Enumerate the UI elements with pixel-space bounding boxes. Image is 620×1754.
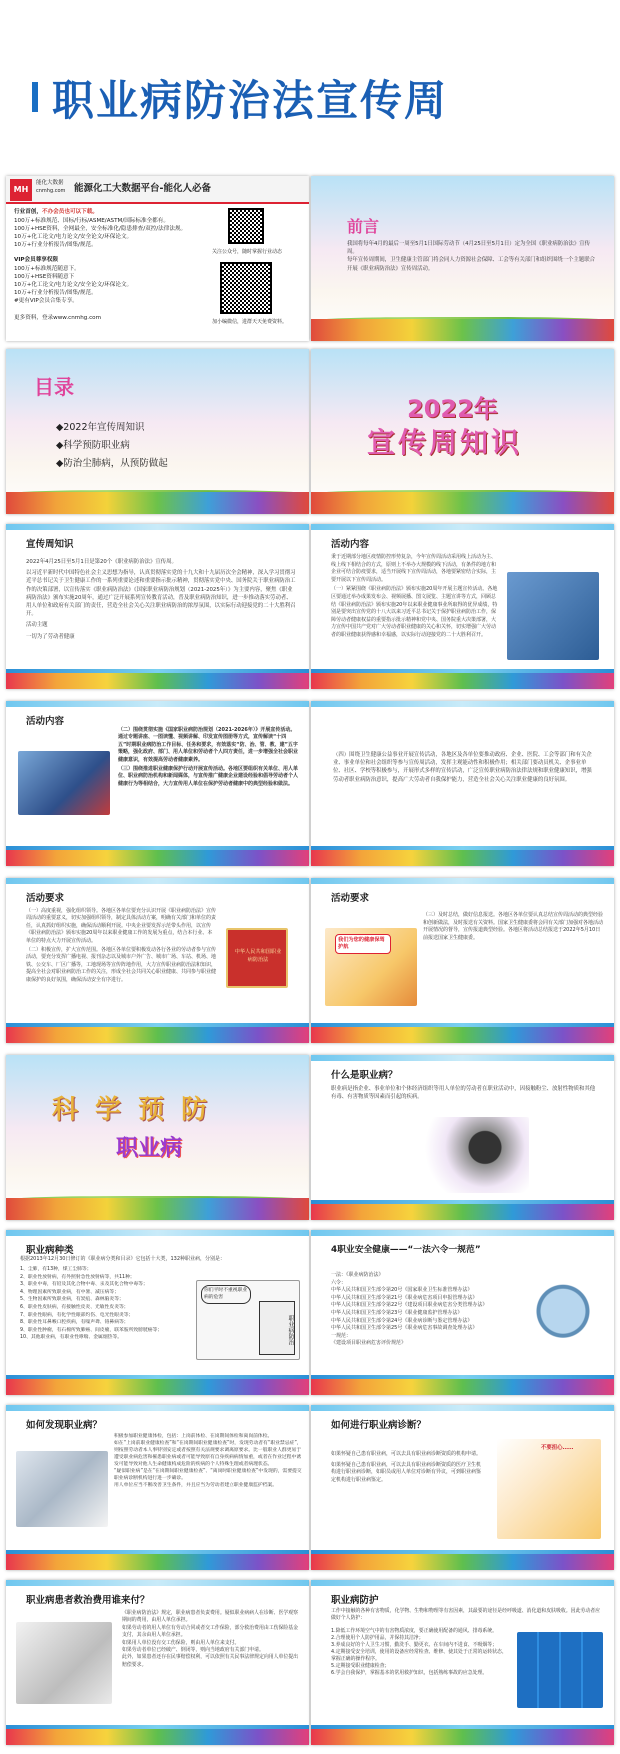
toc-item[interactable]: ◆科学预防职业病 bbox=[56, 440, 130, 451]
slide-cover-week bbox=[311, 349, 614, 514]
slide-week-knowledge bbox=[6, 524, 309, 689]
protection-list bbox=[331, 1628, 511, 1677]
slide-categories bbox=[6, 1230, 309, 1395]
slide-cover-prevent bbox=[6, 1055, 309, 1220]
ad-block2-title: VIP会员尊享权限 bbox=[14, 257, 59, 263]
slide-ad bbox=[6, 176, 309, 341]
list-item: 9、职业性肿瘤，有石棉所致肺癌、间皮瘤，联苯胺所致膀胱癌等； bbox=[20, 1327, 163, 1333]
cover-week-line1: 2022年 bbox=[407, 395, 498, 423]
ppe-signs-grid bbox=[517, 1632, 603, 1708]
category-list bbox=[20, 1266, 190, 1342]
slide-title: 如何发现职业病？ bbox=[26, 1420, 103, 1431]
list-item: 10、其他职业病，有职业性哮喘、金属烟热等。 bbox=[20, 1335, 123, 1341]
list-item: 3、职业中毒，有铅及其化合物中毒、汞及其化合物中毒等； bbox=[20, 1282, 148, 1288]
brand-name: 能化大数据 bbox=[36, 180, 64, 186]
slide-body: （一）高度重视，强化组织领导。各地区各单位要充分认识开展《职业病防治法》宣传周活动的重要意义，切实加强组织领导，制定具体活动方案，明确有关部门和单位的责任，认真抓好组织实施，确保活动顺利开展。中央企业要发挥示范带头作用，以宣传《职业病防治法》颁布实施20周年以来职业健康工作的发展为重点，结合本行业、本单位的特点大力开展宣传活动。 （二）积极宣传，扩大宣传范围。各地区各单位要积极发动各行各业的劳动者参与宣传活动，要充分发挥广播电视、报刊杂志以及城市户外广告、城市广场、车站、机场、地铁、公交车、厂区广播等，工地现场等宣传阵地作用，大力宣传职业病防治法和知识，提高全社会对职业病防治工作的关注，形成全社会共同关心职业健康、共同参与职业健康保护的良好氛围，确保活动安全有序进行。 bbox=[26, 908, 217, 983]
list-item: 6、职业性皮肤病，有接触性皮炎、光敏性皮炎等； bbox=[20, 1304, 129, 1310]
cover-prevent-line1: 科 学 预 防 bbox=[52, 1095, 212, 1125]
speech-bubble: 你们平时不重视职业病的危害 bbox=[201, 1285, 251, 1304]
slide-activities-1 bbox=[311, 524, 614, 689]
slide-body: 秉于近期部分地区疫情防控形势复杂，今年宣传周活动采用线上活动为主、线上线下相结合的方式，原则上不举办大规模的线下活动，有条件的地方和企业可结合防疫要求，适当开展线下宣传周活动，各地要紧密结合实际，主要开展以下宣传周活动。 （一）紧紧围绕《职业病防治法》颁布实施20周年开展主题宣传活动。各地区要通过举办成果发布会、视频展播、图文展览、主题宣讲等方式，回顾总结《职业病防治法》颁布实施20年以来职业健康事业所取得的优异成绩，特别是要突出宣传党的十八大以来习近平总书记关于保护职业病防治工作，保障劳动者健康权益的重要指示批示精神和党中央、国务院重大决策部署，大力宣传中国共产党对广大劳动者职业健康的关心和关怀，切实增强广大劳动者的职业健康获得感和幸福感，以实际行动迎接党的二十大胜利召开。 bbox=[331, 554, 498, 638]
list-item: 6.学会自我保护，掌握基本的常用救护知识，包括熟练事故的应急处理。 bbox=[331, 1670, 488, 1676]
list-item: 3.养成良好的个人卫生习惯，勤洗手、勤更衣、在车间内不进食、不吸烟等； bbox=[331, 1642, 498, 1648]
activity-photo bbox=[18, 751, 110, 815]
brand-logo: MH bbox=[10, 179, 32, 201]
cover-week-line2: 宣传周知识 bbox=[367, 426, 523, 459]
slide-body: （四）围绕卫生健康公益事业开展宣传活动，各地区及各单位要推动政府、企业、医院、工会等部门和有关企业、事业单位和社会组织等参与宣传周活动，发挥主观能动性和积极作用；相关部门要动员机关、企事业单位、社区、学校等积极参与，开展形式多样的宣传活动，广泛宣传职业病防治法律法规和职业健康知识，增强劳动者职业病防治意识，提高广大劳动者自我保护能力，营造全社会关心关注职业健康的良好氛围。 bbox=[333, 752, 592, 783]
brand-site: cnmhg.com bbox=[36, 188, 66, 194]
slide-title: 活动内容 bbox=[331, 539, 370, 550]
list-item: 4.定期接受安全培训，使用的设备应经常检查、维修、使其处于正常的运转状态，掌握正确的操作程序。 bbox=[331, 1649, 507, 1662]
cartoon-illustration bbox=[196, 1280, 300, 1360]
slide-intro: 工作中接触的各种有害物质，化学物、生物和物理等有害因素，其最要的途径是经呼吸道、消化道和皮肤吸收。因此劳动者应做好个人防护： bbox=[331, 1608, 600, 1621]
page-title: 职业病防治法宣传周 bbox=[52, 76, 449, 125]
slide-what-is bbox=[311, 1055, 614, 1220]
slide-title: 宣传周知识 bbox=[26, 539, 74, 550]
ad-topbar bbox=[6, 176, 309, 204]
slide-toc bbox=[6, 349, 309, 514]
slide-requirements-2 bbox=[311, 878, 614, 1043]
list-item: 4、物理因素所致职业病，有中暑、减压病等； bbox=[20, 1289, 119, 1295]
slide-regulations bbox=[311, 1230, 614, 1395]
slide-title: 活动要求 bbox=[26, 893, 65, 904]
slide-body: 积极参加职业健康体检，包括：上岗前体检、在岗期间体检和离岗前体检。 如在“上岗前职业健康检查”和“在岗期间职业健康检查”时，发现劳动者有“职业禁忌症”，则按照劳动者本人事特别安定或者按照有关法规要求调离原要求。比一般职业人群更易于遭受职业病危害和罹患职业病或者可能导致原有自身疾病病情加重，或者在作业过程中诱发可能导致对他人生命健康构成危险的疾病的个人特殊生理或者病理状态。 “疑似职业病”是在“在岗期间职业健康检查”、“离岗时职业健康检查”中发现的，需要提交职业病诊断机构进行进一步确诊。 用人单位应当不断改善卫生条件，并且应当为劳动者建立职业健康监护档案。 bbox=[114, 1434, 302, 1488]
slide-activities-2 bbox=[6, 701, 309, 866]
slide-preface bbox=[311, 176, 614, 341]
slide-title: 4职业安全健康——“一法六令一规范” bbox=[331, 1245, 481, 1255]
ad-block1-list: 100万+标准规范、国标/行标/ASME/ASTM/国际标准全都有。 100万+HSE资料，全网最全，安全标准化/隐患排查/双控/法律法规。 10万+化工论文/电力论文/安全论文/环保论文。 10万+行业分析报告/图集/规范。 bbox=[14, 218, 187, 248]
slide-body: 《职业病防治法》规定，职业病患者负责费用。疑似职业病病人在诊断、医学观察期间的费用，由用人单位承担。 如果劳动者的用人单位有劳动合同或者交工作保险，部分救治费用由工伤保险基金支付，其余由用人单位承担。 如果用人单位没有交工伤保险，则由用人单位来支付。 如果劳动者单位已经破产、倒闭等，则向当地政府有关部门申请。 此外，如果患者还存在民事赔偿权利，可以依照有关民事法律规定向用人单位提出赔偿要求。 bbox=[122, 1610, 299, 1668]
toc-title: 目录 bbox=[34, 375, 74, 399]
list-item: 2.合理使用个人防护用品，并保持其洁净； bbox=[331, 1635, 424, 1641]
slide-title: 职业病患者救治费用谁来付？ bbox=[26, 1595, 150, 1606]
slide-body: （三）及时总结，做好信息报送。各地区各单位要认真总结宣传周活动的典型经验和创新做法，及时报送有关资料。国家卫生健康委将会同有关部门加强对各地活动开展情况的督导，宣传报道典型经验。各地区将活动总结报送于2022年5月10日前报送国家卫生健康委。 bbox=[423, 912, 604, 941]
slide-who-pays bbox=[6, 1580, 309, 1745]
ad-headline: 能源化工大数据平台-能化人必备 bbox=[74, 183, 211, 194]
cover-prevent-line2: 职业病 bbox=[116, 1136, 183, 1161]
protection-illustration bbox=[535, 1280, 605, 1358]
slide-title: 职业病种类 bbox=[26, 1245, 74, 1256]
speech-bubble: 不要担心…… bbox=[541, 1445, 574, 1451]
list-item: 7、职业性眼病，有化学性眼部灼伤、电光性眼炎等； bbox=[20, 1312, 134, 1318]
slide-title: 活动要求 bbox=[331, 893, 370, 904]
qr1-caption: 关注公众号，随时掌握行业动态 bbox=[212, 249, 283, 255]
list-item: 5.定期接受职业健康检查； bbox=[331, 1663, 390, 1669]
preface-text: 我国将每年4月的最后一周至5月1日国际劳动节（4月25日至5月1日）定为全国《职业病防治法》宣传周。 每年宣传周期间，卫生健康主管部门将会同人力资源社会保障、工会等有关部门和组织围绕一个主题联合开展《职业病防治法》宣传周活动。 bbox=[347, 241, 595, 272]
book-cover: 职业病防治 bbox=[259, 1301, 295, 1355]
slide-body: （二）围绕贯彻实施《国家职业病防治规划（2021-2026年）》开展宣传活动。通过专题讲座、一图读懂、视频讲解、印发宣传图册等方式，宣传解读“十四五”时期职业病防治工作目标、任务和要求，有效落实“防、治、管、教、建”五字策略，强化政府、部门、用人单位和劳动者个人四方责任，进一步增强全社会职业健康意识，有效提高劳动者健康素养。 （三）围绕推进职业健康保护行动开展宣传活动。各地区要组织有关单位、用人单位、职业病防治机构和新闻媒体，与宣传推广健康企业建设经验和倡导劳动者个人健康行为等相结合，大力宣传用人单位在保护劳动者健康中的典型经验和做法。 bbox=[118, 727, 299, 787]
slide-body: 如果怀疑自己患有职业病，可以去具有职业病诊断资质的机构申请。 如果怀疑自己患有职业病，可以去具有职业病诊断资质的医疗卫生机构进行职业病诊断，如职员或用人单位对诊断有异议，可到职业病鉴定机构进行职业病鉴定。 bbox=[331, 1451, 482, 1483]
page-header bbox=[0, 0, 620, 160]
slide-activities-3 bbox=[311, 701, 614, 866]
slide-body: 职业病是指企业、事业单位和个体经济组织等用人单位的劳动者在职业活动中，因接触粉尘、放射性物质和其他有毒、有害物质等因素而引起的疾病。 bbox=[331, 1086, 596, 1101]
book-title: 中华人民共和国职业病防治法 bbox=[234, 949, 282, 963]
workers-cartoon bbox=[325, 928, 417, 1006]
toc-item[interactable]: ◆2022年宣传周知识 bbox=[56, 422, 145, 433]
toc-item[interactable]: ◆防治尘肺病，从预防做起 bbox=[56, 458, 168, 469]
slide-intro: 根据2013年12月30日修订的《职业病分类和目录》它包括十大类，132种职业病，分别是： bbox=[20, 1256, 225, 1262]
qr-code-1 bbox=[228, 208, 264, 244]
slide-how-detect bbox=[6, 1405, 309, 1570]
activity-photo bbox=[507, 572, 599, 660]
slide-how-diagnose bbox=[311, 1405, 614, 1570]
slide-title: 职业病防护 bbox=[331, 1595, 379, 1606]
qr-code-2 bbox=[220, 262, 272, 314]
preface-title: 前言 bbox=[347, 217, 380, 236]
slide-title: 什么是职业病？ bbox=[331, 1070, 398, 1081]
slide-title: 活动内容 bbox=[26, 716, 65, 727]
law-book-image bbox=[226, 928, 288, 988]
warning-signs-illustration bbox=[16, 1451, 108, 1527]
doctor-cartoon bbox=[497, 1439, 601, 1539]
worker-sketch bbox=[16, 1622, 112, 1704]
slide-body: 2022年4月25日至5月1日是第20个《职业病防治法》宣传周。 以习近平新时代中国特色社会主义思想为指导，认真贯彻落实党的十九大和十九届历次全会精神，深入学习贯彻习近平总书记关于卫生健康工作的一系列重要论述和重要指示批示精神，贯彻落实党中央、国务院关于职业病防治工作的决策部署，以宣传落实《职业病防治法》《国家职业病防治规划（2021-2025年）》为主要内容，聚焦《职业病防治法》颁布实施20周年，通过广泛开展系列宣传教育活动，普及职业病防治知识，进一步推动落实劳动者、用人单位和政府有关部门的责任，营造全社会关心关注职业病防治的浓厚氛围，以实际行动迎接党的二十大胜利召开。 活动主题 一切为了劳动者健康 bbox=[26, 559, 296, 640]
grim-reaper-illustration bbox=[419, 1117, 529, 1193]
speech-sign: 我们为您的健康保驾护航 bbox=[335, 934, 391, 954]
title-accent-bar bbox=[32, 82, 38, 112]
ad-more-link[interactable]: 更多资料，登录www.cnmhg.com bbox=[14, 315, 102, 321]
list-item: 1、尘肺，有13种，煤工尘肺等； bbox=[20, 1267, 92, 1272]
ad-block2-list: 100万+标准规范随意下。 100万+HSE资料随意下 10万+化工论文/电力论文/安全论文/环保论文。 10万+行业分析报告/图集/规范。 #更有VIP会员合集专享。 bbox=[14, 266, 133, 304]
list-item: 5、生物因素所致职业病，有炭疽、森林脑炎等； bbox=[20, 1297, 124, 1303]
slide-protection bbox=[311, 1580, 614, 1745]
regulation-list: 一法：《职业病防治法》 六令： 中华人民共和国卫生部令第20号《国家职业卫生标准管理办法》 中华人民共和国卫生部令第21号《职业病危害项目申报管理办法》 中华人民共和国卫生部令第22号《建设项目职业病危害分类管理办法》 中华人民共和国卫生部令第23号《职业健康监护管理办法》 中华人民共和国卫生部令第24号《职业病诊断与鉴定管理办法》 中华人民共和国卫生部令第25号《职业病危害事故调查处理办法》 一规范： 《建设项目职业病危害评价规范》 bbox=[331, 1272, 488, 1347]
ad-block1-title: 行业首创，不办会员也可以下载。 bbox=[14, 209, 98, 215]
list-item: 2、职业性放射病，有外照射急性放射病等，共11种； bbox=[20, 1274, 135, 1280]
list-item: 1.降低工作环境空气中的有害物质浓度，要正确使用配备的通风、排毒系统。 bbox=[331, 1628, 498, 1634]
toc-list bbox=[56, 419, 168, 473]
qr2-caption: 加小编微信，进群天天免费资料。 bbox=[212, 319, 288, 325]
slide-title: 如何进行职业病诊断？ bbox=[331, 1420, 427, 1431]
list-item: 8、职业性耳鼻喉口腔疾病，有噪声聋、铬鼻病等； bbox=[20, 1320, 129, 1326]
slide-requirements-1 bbox=[6, 878, 309, 1043]
